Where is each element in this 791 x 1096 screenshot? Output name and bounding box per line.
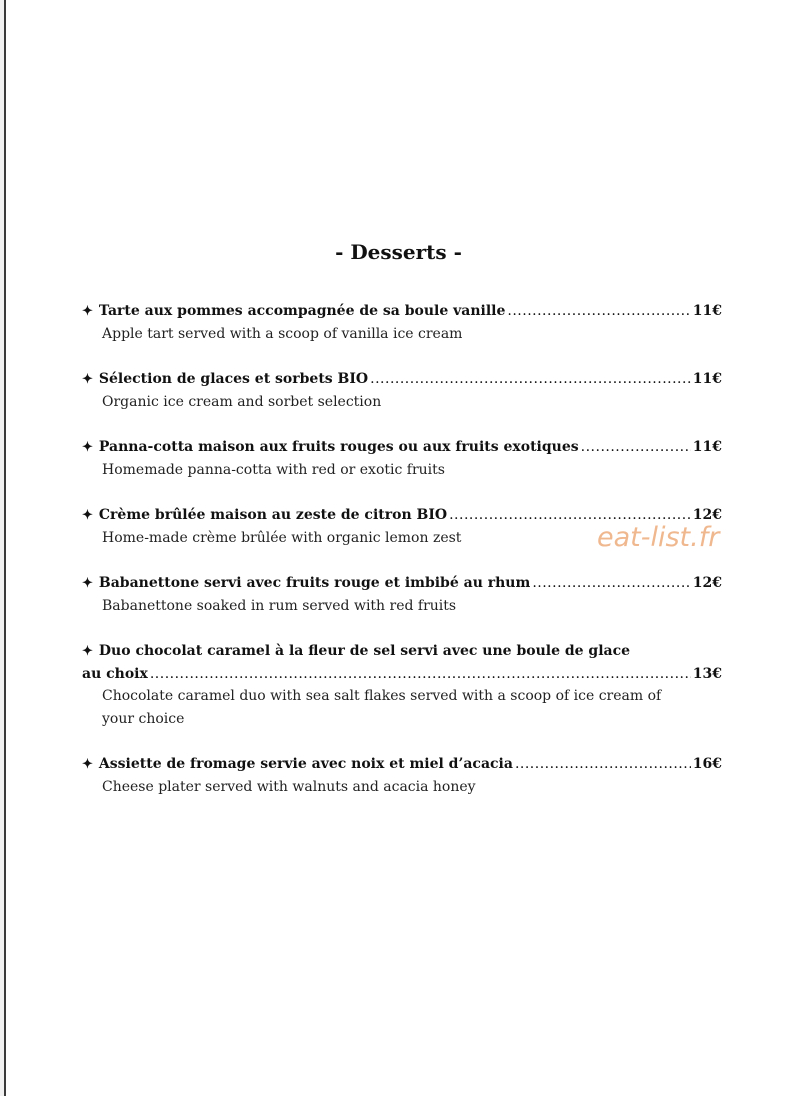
star-bullet-icon: ✦	[82, 304, 93, 319]
item-name: Assiette de fromage servie avec noix et miel d’acacia	[98, 756, 513, 772]
dessert-list	[82, 300, 722, 821]
item-name: Tarte aux pommes accompagnée de sa boule vanille	[98, 303, 506, 319]
page-title: - Desserts -	[335, 240, 462, 264]
item-price: 16€	[692, 756, 722, 772]
menu-item	[82, 300, 722, 346]
star-bullet-icon: ✦	[82, 508, 93, 523]
star-bullet-icon: ✦	[82, 644, 93, 659]
dot-leader	[532, 572, 690, 594]
menu-item	[82, 572, 722, 618]
item-description-line: your choice	[102, 711, 185, 727]
item-price: 12€	[692, 575, 722, 591]
menu-item	[82, 436, 722, 482]
item-line-continued	[82, 663, 722, 685]
menu-page	[4, 0, 791, 1096]
item-line	[82, 753, 722, 776]
item-price: 11€	[692, 371, 722, 387]
item-price: 13€	[692, 666, 722, 682]
item-description	[82, 685, 722, 731]
item-description: Apple tart served with a scoop of vanilla ice cream	[102, 326, 463, 342]
item-name: Panna-cotta maison aux fruits rouges ou aux fruits exotiques	[98, 439, 579, 455]
watermark-text: eat-list.fr	[597, 522, 720, 553]
dot-leader	[581, 436, 691, 458]
item-line	[82, 572, 722, 595]
item-description: Organic ice cream and sorbet selection	[102, 394, 382, 410]
item-description: Home-made crème brûlée with organic lemon zest	[102, 530, 462, 546]
item-description-line: Chocolate caramel duo with sea salt flakes served with a scoop of ice cream of	[102, 688, 662, 704]
item-description: Babanettone soaked in rum served with red fruits	[102, 598, 457, 614]
item-line	[82, 300, 722, 323]
item-line	[82, 640, 722, 663]
item-name: Sélection de glaces et sorbets BIO	[98, 371, 369, 387]
menu-item	[82, 753, 722, 799]
star-bullet-icon: ✦	[82, 757, 93, 772]
dot-leader	[507, 300, 690, 322]
item-description: Cheese plater served with walnuts and acacia honey	[102, 779, 476, 795]
dot-leader	[150, 663, 691, 685]
item-name: Babanettone servi avec fruits rouge et imbibé au rhum	[98, 575, 531, 591]
menu-item	[82, 640, 722, 731]
dot-leader	[370, 368, 691, 390]
item-price: 12€	[692, 507, 722, 523]
item-line	[82, 368, 722, 391]
star-bullet-icon: ✦	[82, 440, 93, 455]
item-description: Homemade panna-cotta with red or exotic fruits	[102, 462, 445, 478]
menu-item	[82, 368, 722, 414]
item-line	[82, 436, 722, 459]
dot-leader	[515, 753, 691, 775]
item-price: 11€	[692, 303, 722, 319]
star-bullet-icon: ✦	[82, 372, 93, 387]
item-name: Crème brûlée maison au zeste de citron BIO	[98, 507, 448, 523]
item-name: Duo chocolat caramel à la fleur de sel servi avec une boule de glace	[98, 643, 631, 659]
item-price: 11€	[692, 439, 722, 455]
star-bullet-icon: ✦	[82, 576, 93, 591]
item-name-continued: au choix	[82, 666, 148, 682]
